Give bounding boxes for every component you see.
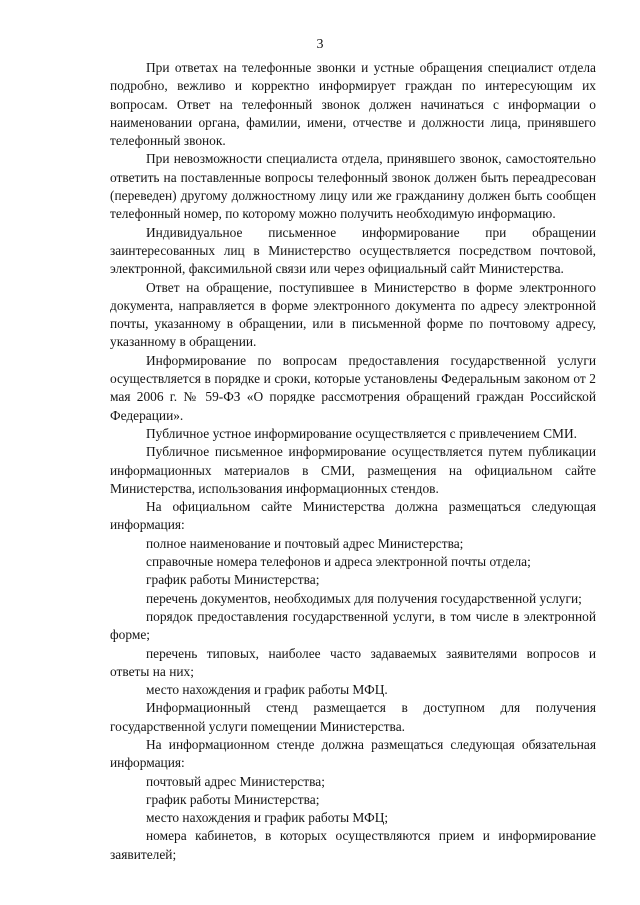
list-item: почтовый адрес Министерства; <box>146 773 325 789</box>
paragraph-call-redirect: При невозможности специалиста отдела, принявшего звонок, самостоятельно ответить на поставленные вопросы телефонный звонок должен быть переадресован (переведен) другому должностному лицу или же гражданину должен быть сообщен телефонный номер, по которому можно получить необходимую информацию. <box>110 151 596 222</box>
page-body <box>110 59 596 864</box>
list-item: место нахождения и график работы МФЦ. <box>146 682 388 698</box>
list-item: перечень типовых, наиболее часто задаваемых заявителями вопросов и ответы на них; <box>110 645 596 679</box>
page-number: 3 <box>316 37 324 52</box>
list-item: место нахождения и график работы МФЦ; <box>146 810 389 826</box>
list-item: график работы Министерства; <box>146 791 320 807</box>
paragraph-stand-info-intro: На информационном стенде должна размещаться следующая обязательная информация: <box>110 736 596 771</box>
list-item: полное наименование и почтовый адрес Министерства; <box>146 535 464 551</box>
list-item: номера кабинетов, в которых осуществляются прием и информирование заявителей; <box>110 828 596 862</box>
list-item: график работы Министерства; <box>146 572 320 588</box>
paragraph-website-info-intro: На официальном сайте Министерства должна размещаться следующая информация: <box>110 499 596 533</box>
paragraph-public-oral: Публичное устное информирование осуществляется с привлечением СМИ. <box>146 425 577 441</box>
paragraph-info-stand: Информационный стенд размещается в доступном для получения государственной услуги помещении Министерства. <box>110 700 596 734</box>
list-item: справочные номера телефонов и адреса электронной почты отдела; <box>146 554 531 570</box>
paragraph-electronic-response: Ответ на обращение, поступившее в Министерство в форме электронного документа, направляется в форме электронного документа по адресу электронной почты, указанному в обращении, или в письменной форме по почтовому адресу, указанному в обращении. <box>110 279 596 350</box>
paragraph-individual-written: Индивидуальное письменное информирование при обращении заинтересованных лиц в Министерство осуществляется посредством почтовой, электронной, факсимильной связи или через официальный сайт Министерства. <box>110 224 596 277</box>
paragraph-informing-law: Информирование по вопросам предоставления государственной услуги осуществляется в порядке и сроки, которые установлены Федеральным законом от 2 мая 2006 г. № 59-ФЗ «О порядке рассмотрения обращений граждан Российской Федерации». <box>110 352 596 423</box>
list-item: перечень документов, необходимых для получения государственной услуги; <box>146 590 582 606</box>
paragraph-public-written: Публичное письменное информирование осуществляется путем публикации информационных материалов в СМИ, размещения на официальном сайте Министерства, использования информационных стендов. <box>110 444 596 496</box>
paragraph-phone-answers: При ответах на телефонные звонки и устные обращения специалист отдела подробно, вежливо и корректно информирует граждан по интересующим их вопросам. Ответ на телефонный звонок должен начинаться с информации о наименовании органа, фамилии, имени, отчестве и должности лица, принявшего телефонный звонок. <box>110 60 596 149</box>
list-item: порядок предоставления государственной услуги, в том числе в электронной форме; <box>110 608 596 643</box>
